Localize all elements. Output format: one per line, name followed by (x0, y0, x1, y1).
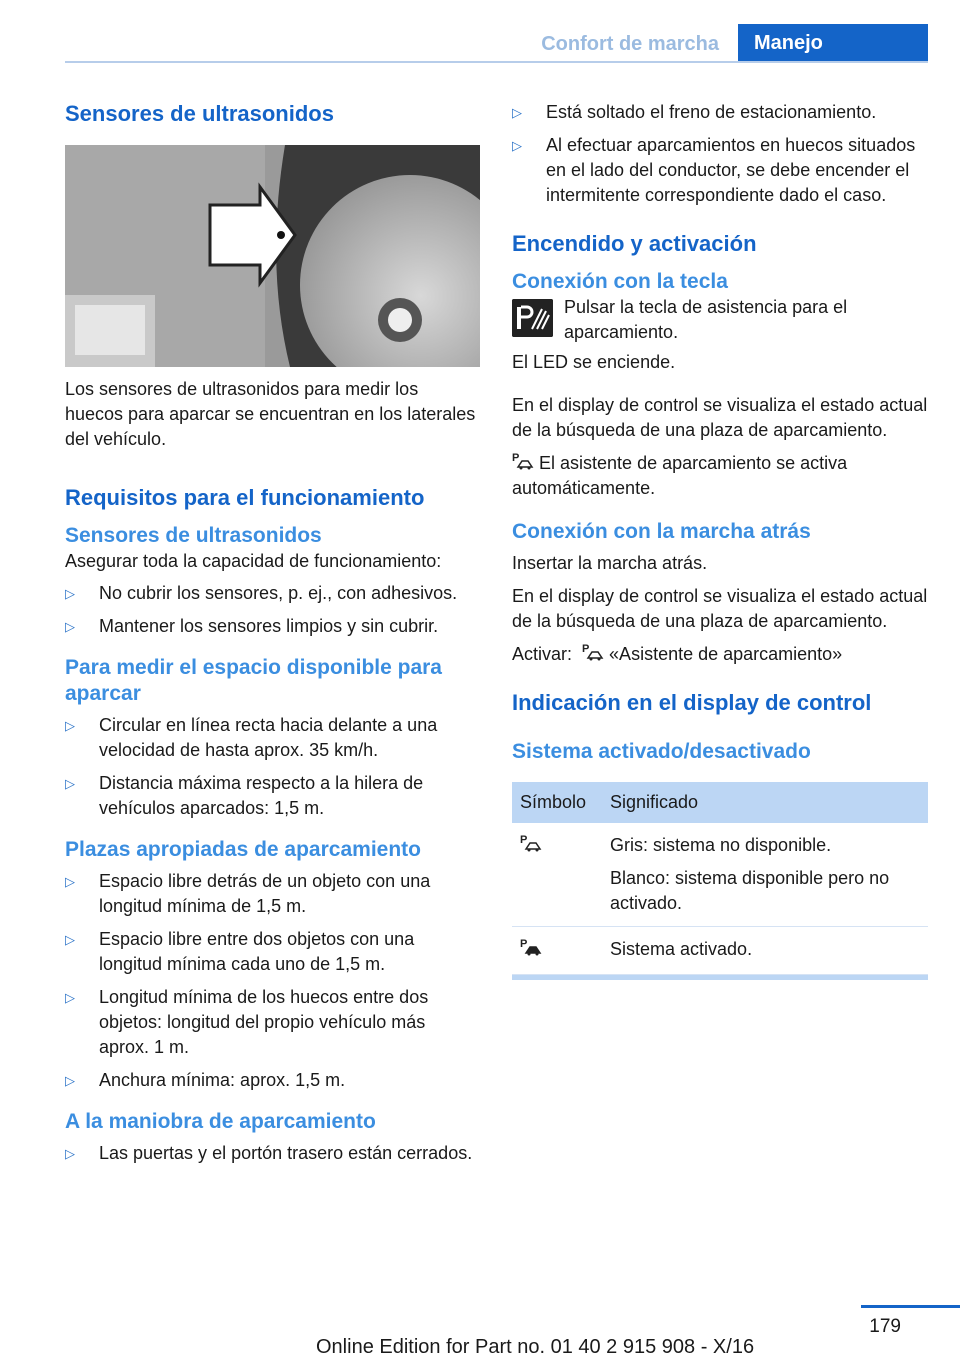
symbol-table (512, 782, 928, 975)
table-cell-meaning: Sistema activado. (602, 927, 928, 975)
svg-text:P: P (520, 834, 528, 846)
table-header-symbol: Símbolo (512, 782, 602, 823)
subsection-suitable-spaces: Plazas apropiadas de aparcamiento (65, 838, 421, 861)
header-tab: Manejo (738, 24, 928, 63)
bullet-triangle-icon: ▷ (65, 586, 75, 601)
right-column (512, 100, 928, 980)
photo-caption: Los sensores de ultrasonidos para medir los huecos para aparcar se encuentran en los laterales del vehículo. (65, 379, 476, 449)
indication-title: Indicación en el display de control (512, 690, 872, 715)
park-assist-active-symbol-icon (520, 937, 542, 957)
sensor-photo (65, 145, 480, 367)
subsection-button: Conexión con la tecla (512, 270, 728, 293)
table-row (512, 927, 928, 975)
page-number: 179 (869, 1316, 901, 1337)
bullet-triangle-icon: ▷ (65, 874, 75, 889)
bullet-triangle-icon: ▷ (65, 932, 75, 947)
table-cell-meaning: Gris: sistema no disponible. Blanco: sistema disponible pero no activado. (602, 823, 928, 927)
bullet-triangle-icon: ▷ (65, 990, 75, 1005)
header-line (65, 61, 928, 63)
footer-line (861, 1305, 960, 1308)
table-header-meaning: Significado (602, 782, 928, 823)
list-item: ▷ Está soltado el freno de estacionamiento. (512, 100, 928, 125)
reverse-text: Insertar la marcha atrás. (512, 553, 708, 573)
reverse-display-text: En el display de control se visualiza el estado actual de la búsqueda de una plaza de aparcamiento. (512, 586, 928, 631)
list-item: ▷ Anchura mínima: aprox. 1,5 m. (65, 1068, 480, 1093)
bullet-triangle-icon: ▷ (512, 138, 522, 153)
list-item: ▷ Al efectuar aparcamientos en huecos situados en el lado del conductor, se debe encender el intermitente correspondiente dado el caso. (512, 135, 916, 205)
auto-activation-text: P El asistente de aparcamiento se activa automáticamente. (512, 452, 848, 498)
bullet-triangle-icon: ▷ (65, 619, 75, 634)
list-item: ▷ Mantener los sensores limpios y sin cubrir. (65, 614, 480, 639)
list-item: ▷ Distancia máxima respecto a la hilera de vehículos aparcados: 1,5 m. (65, 773, 424, 818)
bullet-triangle-icon: ▷ (65, 1073, 75, 1088)
bullet-triangle-icon: ▷ (65, 718, 75, 733)
subsection-reverse: Conexión con la marcha atrás (512, 520, 811, 543)
list-item: ▷ No cubrir los sensores, p. ej., con adhesivos. (65, 581, 480, 606)
requirements-title: Requisitos para el funcionamiento (65, 485, 425, 510)
activate-line: Activar: P «Asistente de aparcamiento» (512, 643, 843, 664)
button-instruction: Pulsar la tecla de asistencia para el aparcamiento. (512, 295, 928, 345)
table-bottom-rule (512, 975, 928, 980)
list-item: ▷ Espacio libre entre dos objetos con una longitud mínima cada uno de 1,5 m. (65, 929, 415, 974)
subsection-measure-space: Para medir el espacio disponible para aparcar (65, 656, 442, 705)
list-item: ▷ Longitud mínima de los huecos entre dos objetos: longitud del propio vehículo más aprox. 1 m. (65, 987, 429, 1057)
list-item: ▷ Circular en línea recta hacia delante a una velocidad de hasta aprox. 35 km/h. (65, 715, 438, 760)
svg-text:P: P (512, 452, 520, 464)
bullet-triangle-icon: ▷ (65, 1146, 75, 1161)
list-item: ▷ Las puertas y el portón trasero están cerrados. (65, 1141, 480, 1166)
table-row (512, 823, 928, 927)
park-assist-symbol-icon (512, 451, 534, 471)
subsection-system-status: Sistema activado/desactivado (512, 740, 811, 763)
subsection-sensors: Sensores de ultrasonidos (65, 524, 322, 547)
subsection-maneuver: A la maniobra de aparcamiento (65, 1110, 376, 1133)
park-assist-button-icon (512, 299, 553, 337)
bullet-triangle-icon: ▷ (512, 105, 522, 120)
section-title-sensors: Sensores de ultrasonidos (65, 101, 334, 126)
table-cell-symbol (512, 927, 602, 975)
activation-title: Encendido y activación (512, 231, 757, 256)
svg-text:P: P (520, 938, 528, 950)
header-section: Confort de marcha (541, 33, 719, 55)
svg-text:P: P (582, 643, 590, 655)
display-text: En el display de control se visualiza el estado actual de la búsqueda de una plaza de aparcamiento. (512, 395, 928, 440)
list-item: ▷ Espacio libre detrás de un objeto con una longitud mínima de 1,5 m. (65, 871, 431, 916)
sensors-intro: Asegurar toda la capacidad de funcionamiento: (65, 551, 442, 571)
left-column (65, 100, 480, 1166)
park-assist-symbol-icon (582, 642, 604, 662)
table-header-row (512, 782, 928, 823)
bullet-triangle-icon: ▷ (65, 776, 75, 791)
park-assist-symbol-icon (520, 833, 542, 853)
footer-edition: Online Edition for Part no. 01 40 2 915 908 - X/16 (316, 1336, 755, 1358)
table-cell-symbol (512, 823, 602, 927)
led-text: El LED se enciende. (512, 352, 676, 372)
